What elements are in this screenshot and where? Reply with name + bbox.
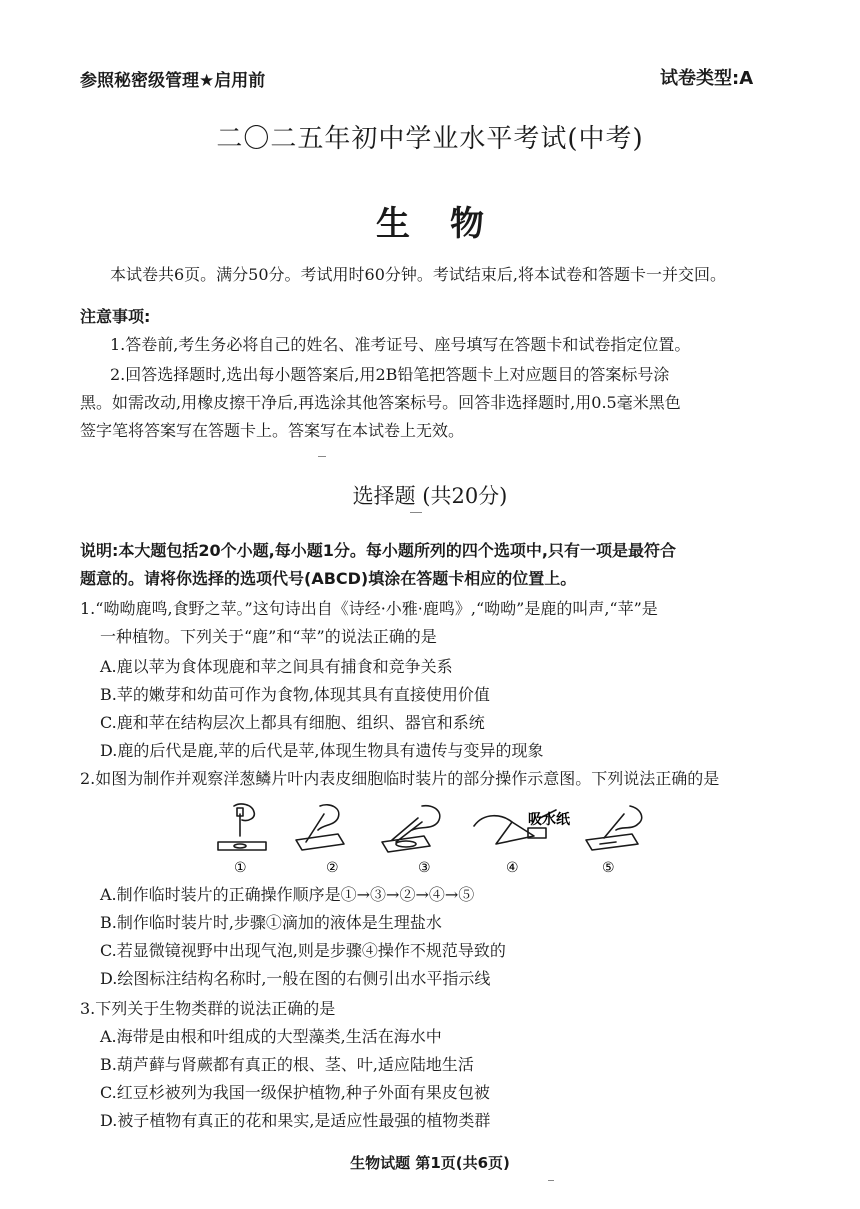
scan-speck [410,512,422,513]
exam-title: 二〇二五年初中学业水平考试(中考) [216,124,644,154]
question-2-option-a: A.制作临时装片的正确操作顺序是①→③→②→④→⑤ [100,885,475,904]
paper-type: 试卷类型:A [660,68,754,89]
step-5-drawing [586,806,642,850]
notice-item-2-line-1: 2.回答选择题时,选出每小题答案后,用2B铅笔把答题卡上对应题目的答案标号涂 [110,365,670,384]
step-label-3: ③ [418,860,431,876]
question-3-stem-line-1: 3.下列关于生物类群的说法正确的是 [80,999,336,1018]
question-1-option-a: A.鹿以苹为食体现鹿和苹之间具有捕食和竞争关系 [100,657,453,676]
step-2-drawing [296,805,344,850]
question-3-option-b: B.葫芦藓与肾蕨都有真正的根、茎、叶,适应陆地生活 [100,1055,474,1074]
step-label-4: ④ [506,860,519,876]
absorbent-paper-label: 吸水纸 [528,812,570,828]
notice-heading: 注意事项: [80,307,151,326]
scan-speck [318,456,326,457]
step-3-drawing [382,806,440,852]
question-2-option-b: B.制作临时装片时,步骤①滴加的液体是生理盐水 [100,913,442,932]
question-1-stem-line-1: 1.“呦呦鹿鸣,食野之苹。”这句诗出自《诗经·小雅·鹿鸣》,“呦呦”是鹿的叫声,“苹”是 [80,599,658,618]
question-2-option-c: C.若显微镜视野中出现气泡,则是步骤④操作不规范导致的 [100,941,506,960]
notice-item-1: 1.答卷前,考生务必将自己的姓名、准考证号、座号填写在答题卡和试卷指定位置。 [110,335,691,354]
question-1-option-c: C.鹿和苹在结构层次上都具有细胞、组织、器官和系统 [100,713,485,732]
step-label-5: ⑤ [602,860,615,876]
subject-title: 生物 [376,204,524,244]
scan-speck [548,1180,554,1181]
slide-preparation-figure [212,800,662,880]
step-label-2: ② [326,860,339,876]
exam-intro: 本试卷共6页。满分50分。考试用时60分钟。考试结束后,将本试卷和答题卡一并交回。 [110,265,726,284]
section-desc-line-1: 说明:本大题包括20个小题,每小题1分。每小题所列的四个选项中,只有一项是最符合 [80,541,676,560]
question-2-option-d: D.绘图标注结构名称时,一般在图的右侧引出水平指示线 [100,969,491,988]
section-title: 选择题 (共20分) [352,484,508,508]
page-footer: 生物试题 第1页(共6页) [350,1154,510,1172]
question-3-option-d: D.被子植物有真正的花和果实,是适应性最强的植物类群 [100,1111,491,1130]
step-label-1: ① [234,860,247,876]
question-1-option-d: D.鹿的后代是鹿,苹的后代是苹,体现生物具有遗传与变异的现象 [100,741,544,760]
step-1-drawing [218,804,266,850]
question-3-option-a: A.海带是由根和叶组成的大型藻类,生活在海水中 [100,1027,442,1046]
question-1-stem-line-2: 一种植物。下列关于“鹿”和“苹”的说法正确的是 [100,627,437,646]
section-desc-line-2: 题意的。请将你选择的选项代号(ABCD)填涂在答题卡相应的位置上。 [80,569,577,588]
question-3-option-c: C.红豆杉被列为我国一级保护植物,种子外面有果皮包被 [100,1083,490,1102]
secret-level-note: 参照秘密级管理★启用前 [80,71,266,91]
notice-item-2-line-3: 签字笔将答案写在答题卡上。答案写在本试卷上无效。 [80,421,465,440]
notice-item-2-line-2: 黑。如需改动,用橡皮擦干净后,再选涂其他答案标号。回答非选择题时,用0.5毫米黑色 [80,393,681,412]
question-2-stem-line-1: 2.如图为制作并观察洋葱鳞片叶内表皮细胞临时装片的部分操作示意图。下列说法正确的是 [80,769,720,788]
question-1-option-b: B.苹的嫩芽和幼苗可作为食物,体现其具有直接使用价值 [100,685,490,704]
